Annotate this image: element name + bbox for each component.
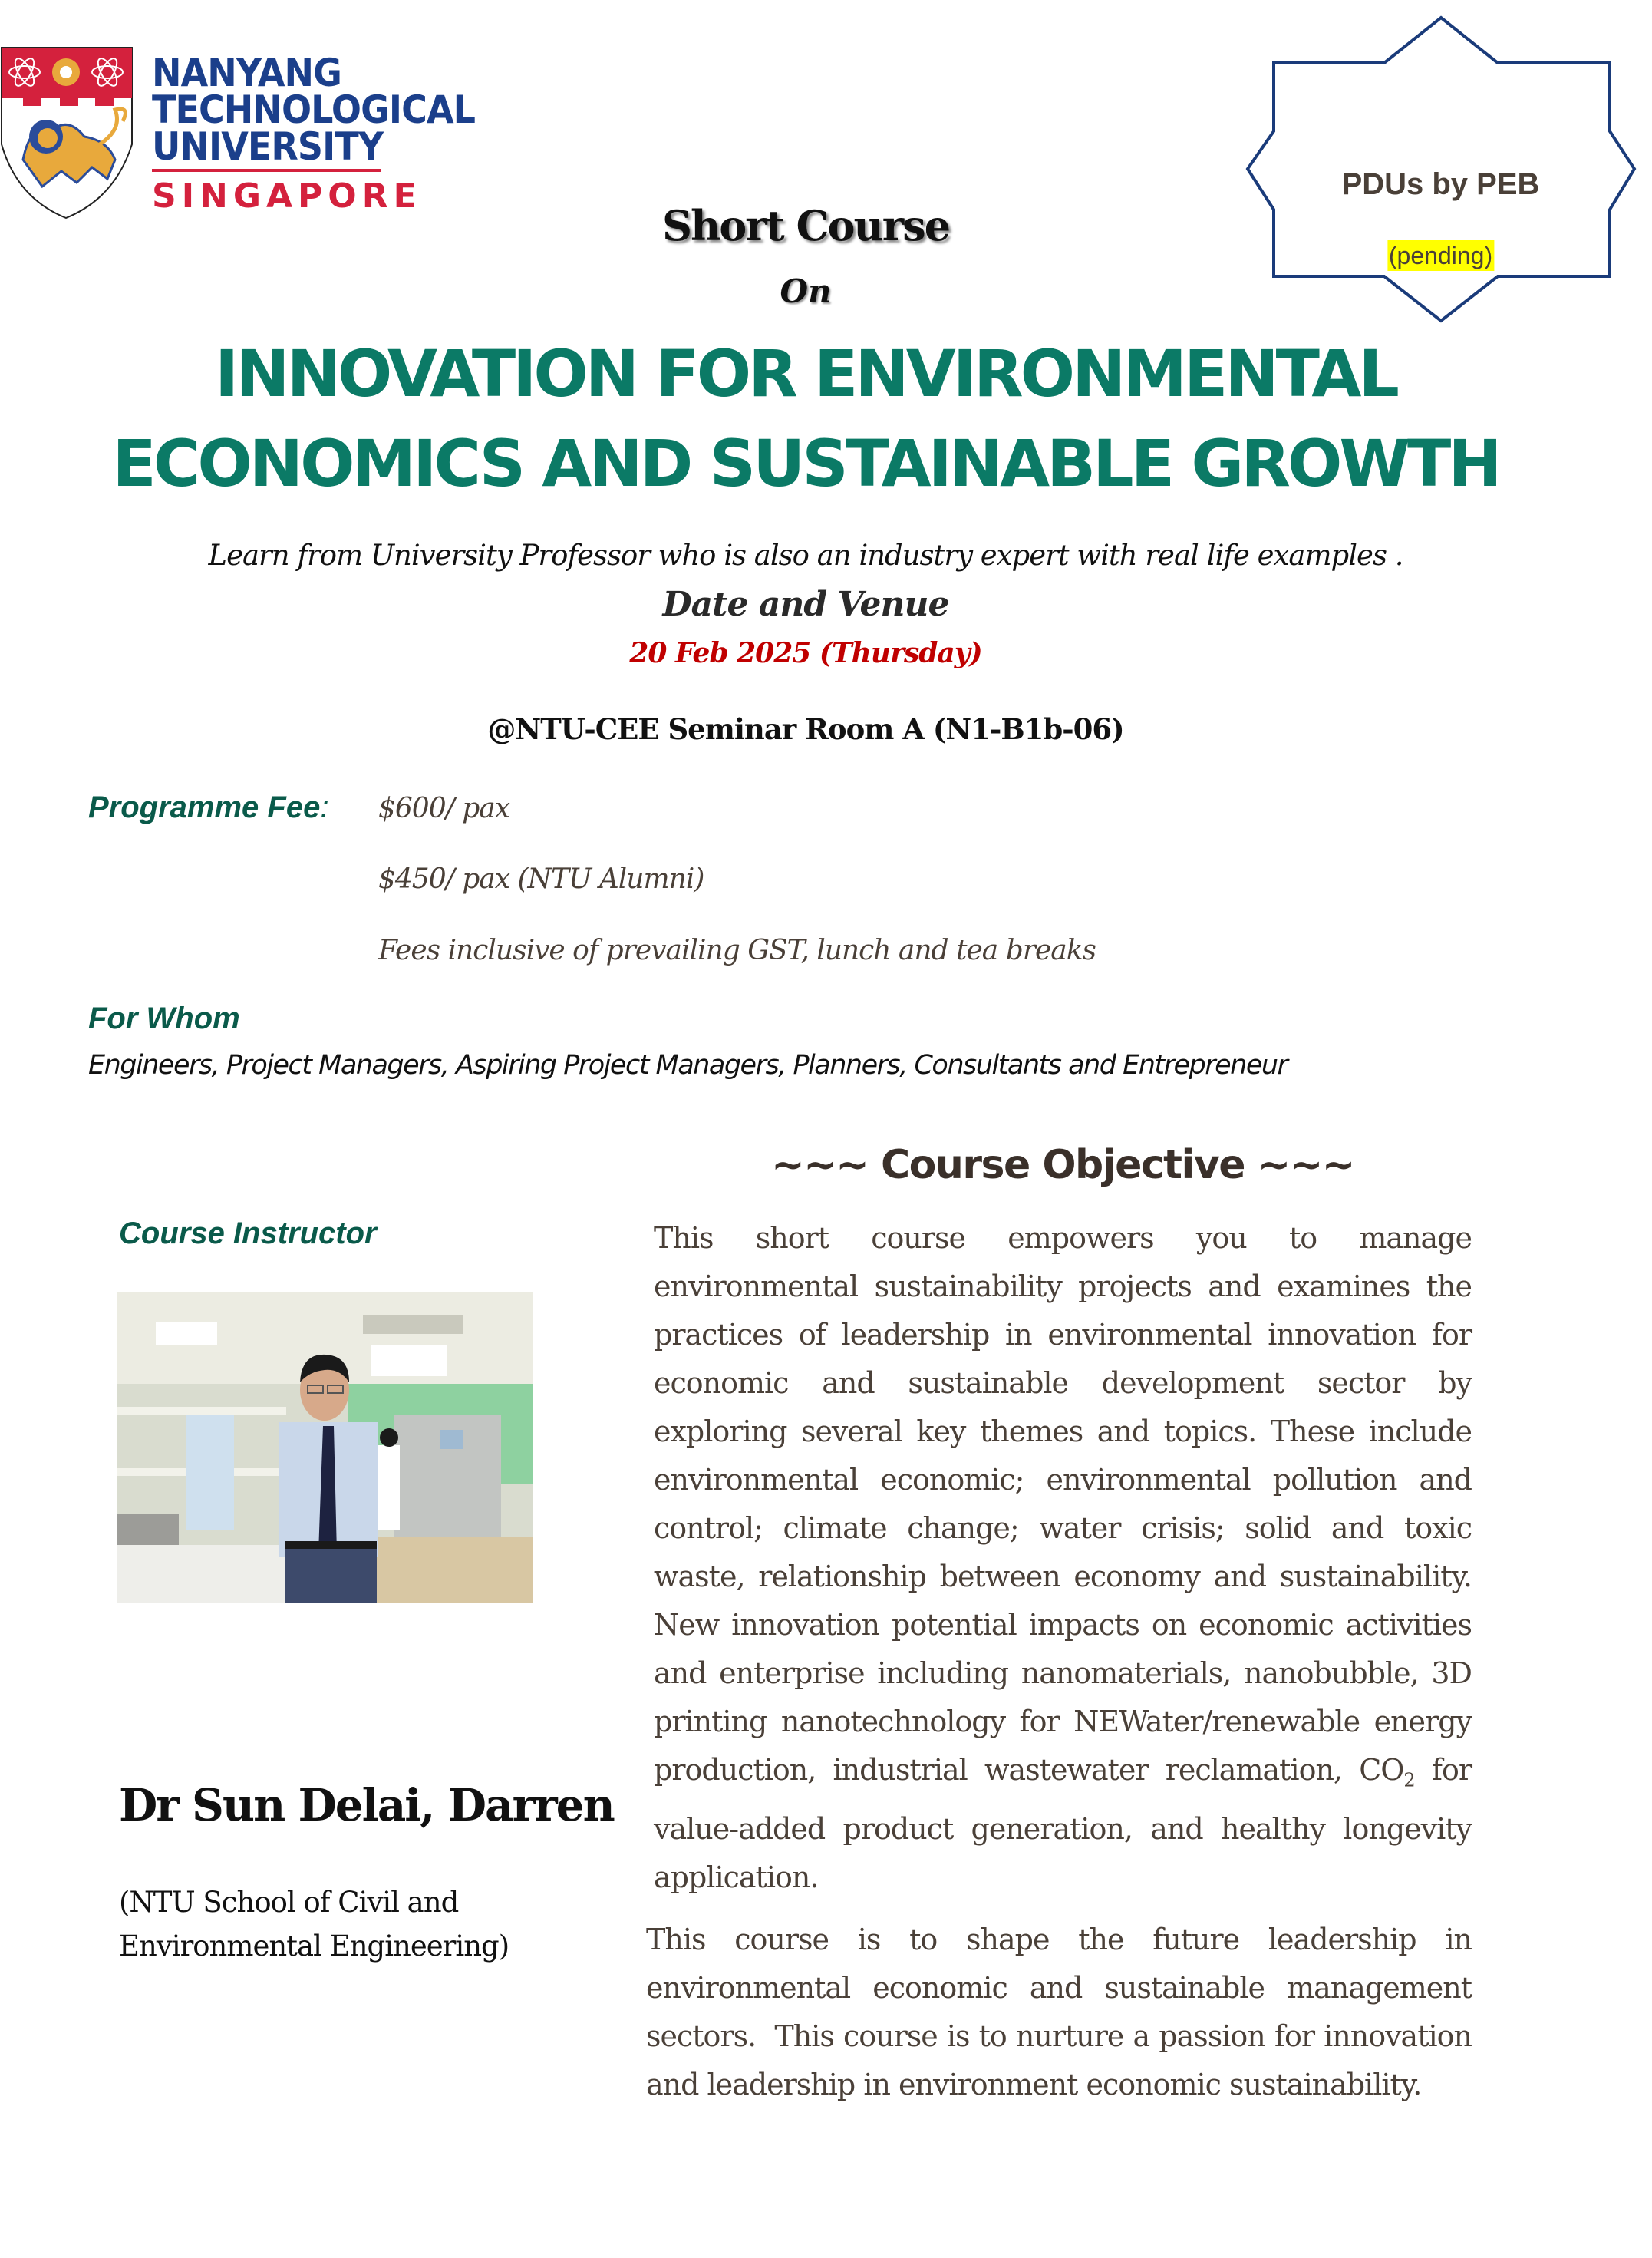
for-whom-label: For Whom [88, 1002, 240, 1035]
course-venue: @NTU-CEE Seminar Room A (N1-B1b-06) [487, 712, 1124, 746]
programme-fee-label-text: Programme Fee [88, 791, 321, 824]
logo-line-singapore: SINGAPORE [152, 177, 422, 216]
objective-paragraph-1 [654, 1214, 1472, 1902]
logo-line-technological: TECHNOLOGICAL [152, 87, 476, 132]
ntu-logo [0, 45, 491, 221]
badge-status: (pending) [1388, 242, 1493, 269]
target-audience-list: Engineers, Project Managers, Aspiring Project Managers, Planners, Consultants and Entrepreneur [88, 1050, 1288, 1081]
instructor-department [119, 1880, 549, 1968]
fee-standard: $600/ pax [378, 793, 509, 824]
programme-fee-label [88, 791, 328, 825]
short-course-label: Short Course [662, 201, 949, 250]
lab-photo-illustration [117, 1292, 533, 1603]
badge-title: PDUs by PEB [1341, 167, 1540, 201]
co2-subscript: 2 [1403, 1769, 1415, 1791]
course-objective-heading: ~~~ Course Objective ~~~ [771, 1142, 1354, 1188]
on-label: On [780, 272, 832, 310]
logo-line-university: UNIVERSITY [152, 124, 384, 169]
instructor-photo [117, 1292, 533, 1603]
fee-note: Fees inclusive of prevailing GST, lunch and tea breaks [378, 935, 1096, 966]
course-title-line2: ECONOMICS AND SUSTAINABLE GROWTH [112, 426, 1499, 501]
course-instructor-label: Course Instructor [119, 1216, 377, 1250]
course-subtitle: Learn from University Professor who is also an industry expert with real life examples . [208, 539, 1403, 572]
instructor-department-line1: (NTU School of Civil and [119, 1886, 459, 1919]
objective-paragraph-1-text: This short course empowers you to manage environmental sustainability projects and examines the practices of leadership in environmental innovation for economic and sustainable development sector by exploring several key themes and topics. These include environmental economic; environmental pollution and control; climate change; water crisis; solid and toxic waste, relationship between economy and sustainability. New innovation potential impacts on economic activities and enterprise including nanomaterials, nanobubble, 3D printing nanotechnology for NEWater/renewable energy production, industrial wastewater reclamation, CO [654, 1221, 1472, 1787]
logo-line-nanyang: NANYANG [152, 51, 341, 95]
course-title-line1: INNOVATION FOR ENVIRONMENTAL [215, 336, 1396, 411]
objective-paragraph-1-tail: for value-added product generation, and healthy longevity application. [654, 1753, 1472, 1894]
objective-paragraph-2: This course is to shape the future leadership in environmental economic and sustainable management sectors. This course is to nurture a passion for innovation and leadership in environment economic sustainability. [646, 1923, 1481, 2101]
course-date: 20 Feb 2025 (Thursday) [629, 637, 982, 669]
date-venue-heading: Date and Venue [662, 585, 949, 624]
ntu-shield-icon [0, 45, 138, 221]
fee-alumni: $450/ pax (NTU Alumni) [378, 863, 704, 895]
logo-divider [152, 169, 381, 172]
programme-fee-label-colon: : [320, 791, 329, 824]
instructor-department-line2: Environmental Engineering) [119, 1930, 509, 1963]
instructor-name: Dr Sun Delai, Darren [119, 1779, 614, 1831]
